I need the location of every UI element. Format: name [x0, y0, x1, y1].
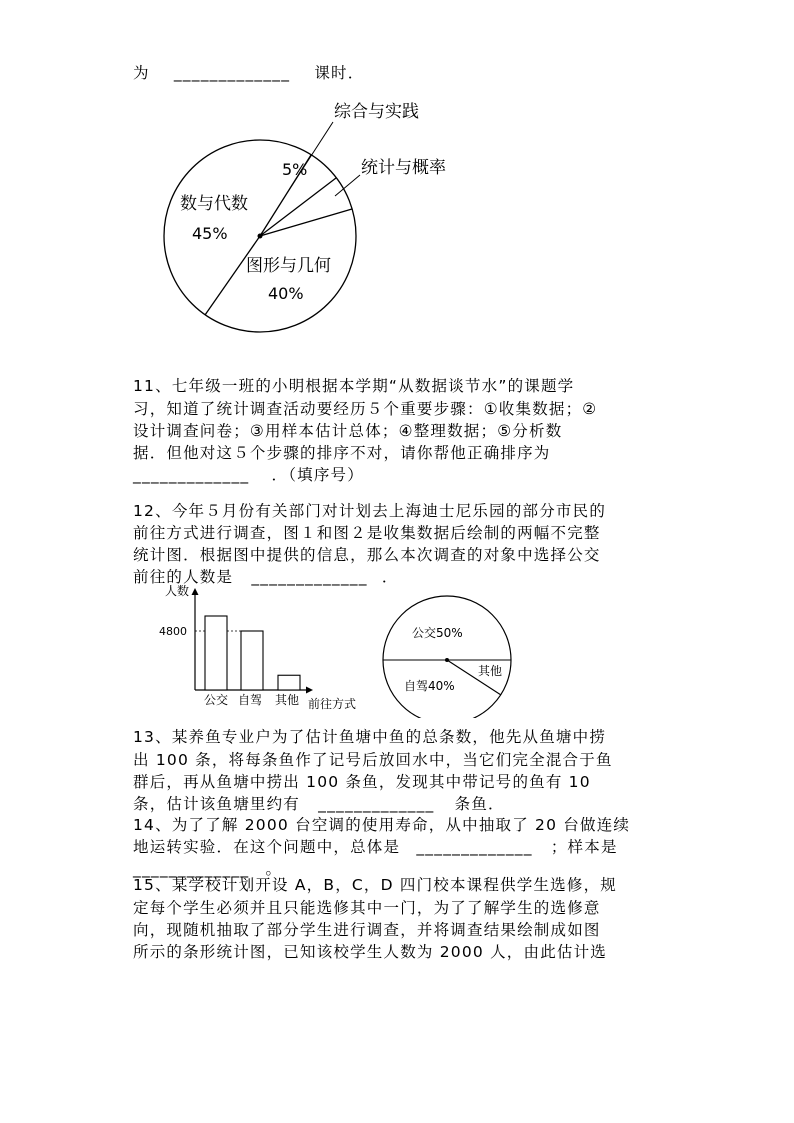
bar-ytick-4800: 4800: [159, 625, 187, 638]
q13-suffix: 条鱼．: [454, 795, 505, 813]
pie-pct-shu: 45%: [192, 224, 228, 243]
q14-population-blank[interactable]: _____________: [416, 838, 533, 856]
bar-qita: [278, 675, 300, 690]
pie2-circle: [383, 596, 511, 718]
q13-prefix: 条，估计该鱼塘里约有: [133, 795, 301, 813]
q13-line-1: 13、某养鱼专业户为了估计鱼塘中鱼的总条数，他先从鱼塘中捞: [133, 728, 607, 746]
q12-line-2: 前往方式进行调查，图１和图２是收集数据后绘制的两幅不完整: [133, 524, 601, 542]
q13-line-4: [133, 792, 505, 814]
bar-ylabel: 人数: [165, 584, 190, 598]
q15-line-4: 所示的条形统计图，已知该校学生人数为 2000 人，由此估计选: [133, 943, 608, 961]
q14-line-2: [133, 835, 618, 857]
q14-sample-blank[interactable]: _____________: [133, 860, 250, 878]
pie-divider-small: [260, 178, 336, 236]
q15-line-3: 向，现随机抽取了部分学生进行调查，并将调查结果绘制成如图: [133, 921, 601, 939]
q12-line-1: 12、今年５月份有关部门对计划去上海迪士尼乐园的部分市民的: [133, 502, 607, 520]
pie2-label-zijia: 自驾40%: [404, 679, 455, 693]
q10-answer-blank[interactable]: _____________: [173, 64, 291, 82]
callout-line-1: [289, 122, 333, 190]
callout-label-2: 统计与概率: [361, 158, 446, 178]
pie-pct-tu: 40%: [268, 284, 304, 303]
bar-cat-zijia: 自驾: [238, 693, 263, 707]
pie2-label-qita: 其他: [478, 664, 503, 678]
bar-y-axis-arrow: [192, 588, 199, 595]
q11-answer-blank[interactable]: _____________: [133, 466, 250, 484]
bar-cat-gongjiao: 公交: [204, 693, 229, 707]
bar-x-axis-arrow: [306, 687, 313, 694]
q13-answer-blank[interactable]: _____________: [318, 795, 435, 813]
pie-label-tu: 图形与几何: [246, 256, 331, 276]
bar-zijia: [241, 631, 263, 690]
q12-charts: [0, 578, 794, 718]
bar-cat-qita: 其他: [275, 693, 300, 707]
q12-suffix: ．: [381, 568, 399, 586]
q12-line-3: 统计图．根据图中提供的信息，那么本次调查的对象中选择公交: [133, 546, 601, 564]
q15-line-1: 15、某学校计划开设 A，B，C，D 四门校本课程供学生选修，规: [133, 876, 617, 894]
pie2-label-gongjiao: 公交50%: [412, 626, 463, 640]
q11-suffix: ．（填序号）: [271, 466, 364, 484]
q14-line-1: 14、为了了解 2000 台空调的使用寿命，从中抽取了 20 台做连续: [133, 816, 631, 834]
q11-line-3: 设计调查问卷；③用样本估计总体；④整理数据；⑤分析数: [133, 422, 563, 440]
q14-mid: ；样本是: [550, 838, 618, 856]
pie-label-small: 5%: [282, 160, 308, 179]
pie-label-shu: 数与代数: [180, 194, 248, 214]
q11-line-4: 据．但他对这５个步骤的排序不对，请你帮他正确排序为: [133, 444, 551, 462]
q13-line-2: 出 100 条，将每条鱼作了记号后放回水中，当它们完全混合于鱼: [133, 751, 613, 769]
callout-label-1: 综合与实践: [334, 102, 419, 122]
q10-pie-figure: [0, 0, 794, 360]
q14-suffix: 。: [265, 860, 283, 878]
q11-line-1: 11、七年级一班的小明根据本学期“从数据谈节水”的课题学: [133, 377, 575, 395]
bar-gongjiao: [205, 616, 227, 690]
q11-line-2: 习，知道了统计调查活动要经历５个重要步骤：①收集数据；②: [133, 400, 598, 418]
q11-line-5: [133, 463, 364, 485]
pie2-center-dot: [445, 658, 449, 662]
q10-suffix: 课时．: [314, 64, 365, 82]
callout-line-2: [335, 175, 360, 196]
bar-xlabel: 前往方式: [308, 697, 357, 711]
q12-prefix: 前往的人数是: [133, 568, 234, 586]
q13-line-3: 群后，再从鱼塘中捞出 100 条鱼，发现其中带记号的鱼有 10: [133, 773, 591, 791]
q15-line-2: 定每个学生必须并且只能选修其中一门，为了了解学生的选修意: [133, 899, 601, 917]
q10-prefix: 为: [133, 64, 150, 82]
q12-answer-blank[interactable]: _____________: [251, 568, 368, 586]
q14-prefix: 地运转实验．在这个问题中，总体是: [133, 838, 401, 856]
pie-center-dot: [258, 234, 263, 239]
